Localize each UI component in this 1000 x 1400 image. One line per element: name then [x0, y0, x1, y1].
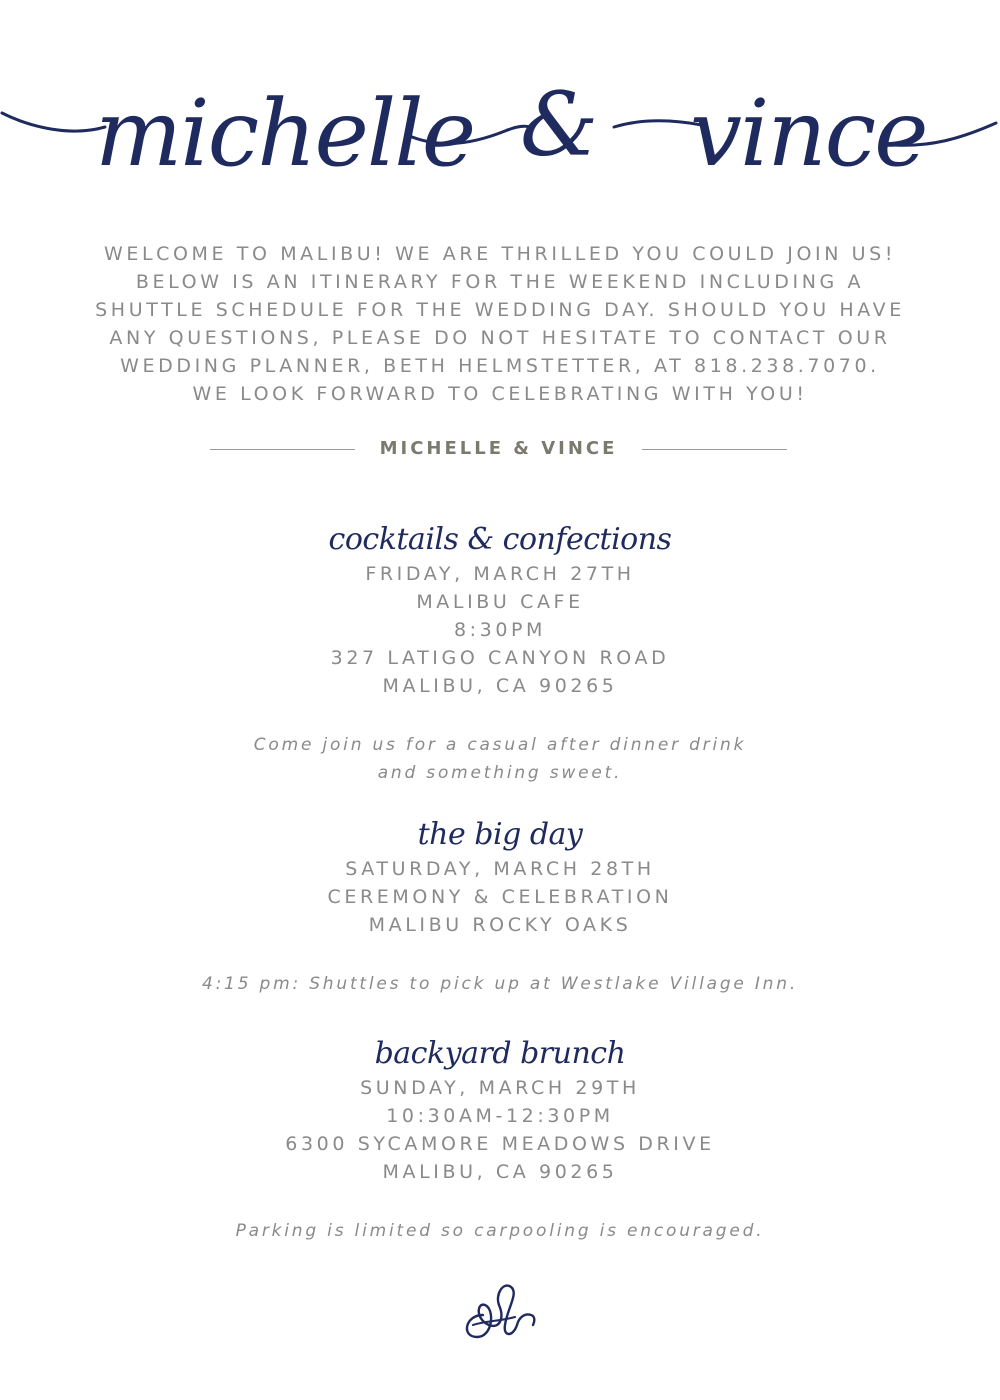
couple-names-header — [0, 55, 1000, 195]
right-divider — [642, 449, 787, 450]
event-note-cocktails — [0, 731, 1000, 787]
event-note-brunch — [0, 1217, 1000, 1245]
event-cocktails — [0, 522, 1000, 700]
signature: MICHELLE & VINCE — [379, 438, 618, 459]
event-big-day — [0, 817, 1000, 939]
event-detail-line: 10:30AM-12:30PM — [386, 1105, 614, 1127]
event-details — [0, 560, 1000, 700]
signature-row — [0, 436, 1000, 464]
event-details — [0, 855, 1000, 939]
welcome-line: WEDDING PLANNER, BETH HELMSTETTER, AT 818.238.7070. — [120, 355, 880, 377]
event-detail-line: SATURDAY, MARCH 28TH — [345, 858, 655, 880]
event-detail-line: 327 LATIGO CANYON ROAD — [330, 647, 670, 669]
event-note-big-day — [0, 970, 1000, 998]
event-detail-line: SUNDAY, MARCH 29TH — [360, 1077, 640, 1099]
note-line: Parking is limited so carpooling is encouraged. — [235, 1221, 765, 1241]
groom-name: vince — [690, 80, 927, 187]
event-detail-line: CEREMONY & CELEBRATION — [327, 886, 673, 908]
event-detail-line: MALIBU ROCKY OAKS — [368, 914, 632, 936]
event-details — [0, 1074, 1000, 1186]
event-detail-line: MALIBU, CA 90265 — [382, 1161, 618, 1183]
note-line: Come join us for a casual after dinner drink — [253, 735, 747, 755]
note-line: and something sweet. — [377, 763, 623, 783]
ampersand: & — [520, 73, 599, 176]
welcome-message — [50, 240, 950, 408]
event-title: cocktails & confections — [328, 522, 672, 557]
bride-name: michelle — [95, 80, 475, 187]
event-detail-line: MALIBU, CA 90265 — [382, 675, 618, 697]
welcome-line: ANY QUESTIONS, PLEASE DO NOT HESITATE TO CONTACT OUR — [109, 327, 891, 349]
monogram-icon — [455, 1275, 545, 1345]
event-detail-line: FRIDAY, MARCH 27TH — [365, 563, 635, 585]
event-title: backyard brunch — [374, 1036, 626, 1071]
event-title: the big day — [417, 817, 583, 852]
welcome-line: BELOW IS AN ITINERARY FOR THE WEEKEND INCLUDING A — [135, 271, 865, 293]
welcome-line: SHUTTLE SCHEDULE FOR THE WEDDING DAY. SHOULD YOU HAVE — [95, 299, 905, 321]
welcome-line: WELCOME TO MALIBU! WE ARE THRILLED YOU COULD JOIN US! — [103, 243, 897, 265]
note-line: 4:15 pm: Shuttles to pick up at Westlake Village Inn. — [201, 974, 799, 994]
event-detail-line: MALIBU CAFE — [416, 591, 584, 613]
event-detail-line: 8:30PM — [453, 619, 547, 641]
event-detail-line: 6300 SYCAMORE MEADOWS DRIVE — [285, 1133, 715, 1155]
event-brunch — [0, 1036, 1000, 1186]
welcome-line: WE LOOK FORWARD TO CELEBRATING WITH YOU! — [192, 383, 808, 405]
left-divider — [210, 449, 355, 450]
